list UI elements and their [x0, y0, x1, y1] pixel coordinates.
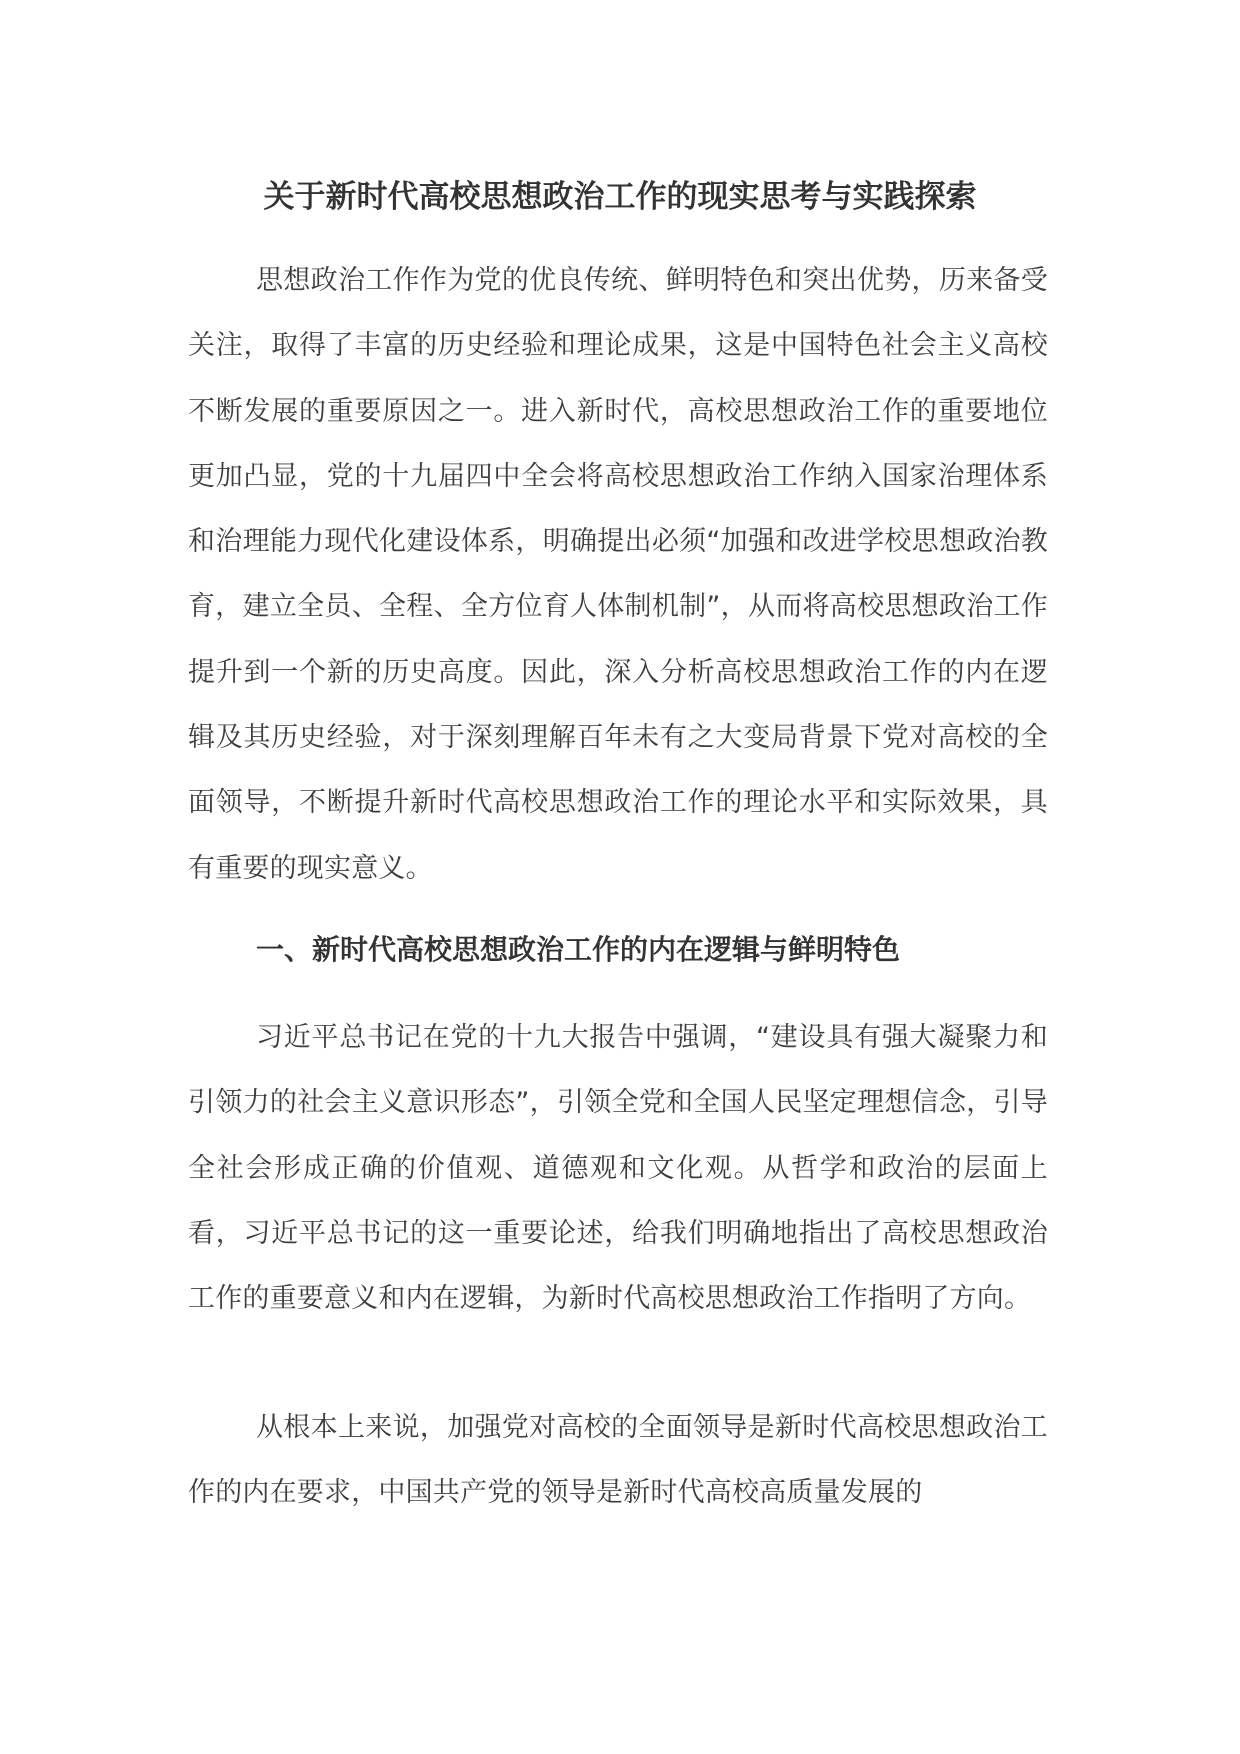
document-title: 关于新时代高校思想政治工作的现实思考与实践探索 [263, 179, 977, 215]
section-heading: 一、新时代高校思想政治工作的内在逻辑与鲜明特色 [256, 933, 901, 966]
body-paragraph-3: 从根本上来说，加强党对高校的全面领导是新时代高校思想政治工作的内在要求，中国共产党的领导是新时代高校高质量发展的 [188, 1412, 1048, 1509]
body-paragraph-2: 习近平总书记在党的十九大报告中强调，“建设具有强大凝聚力和引领力的社会主义意识形态”，引领全党和全国人民坚定理想信念，引导全社会形成正确的价值观、道德观和文化观。从哲学和政治的层面上看，习近平总书记的这一重要论述，给我们明确地指出了高校思想政治工作的重要意义和内在逻辑，为新时代高校思想政治工作指明了方向。 [188, 1022, 1048, 1315]
body-paragraph-1: 思想政治工作作为党的优良传统、鲜明特色和突出优势，历来备受关注，取得了丰富的历史经验和理论成果，这是中国特色社会主义高校不断发展的重要原因之一。进入新时代，高校思想政治工作的重要地位更加凸显，党的十九届四中全会将高校思想政治工作纳入国家治理体系和治理能力现代化建设体系，明确提出必须“加强和改进学校思想政治教育，建立全员、全程、全方位育人体制机制”，从而将高校思想政治工作提升到一个新的历史高度。因此，深入分析高校思想政治工作的内在逻辑及其历史经验，对于深刻理解百年未有之大变局背景下党对高校的全面领导，不断提升新时代高校思想政治工作的理论水平和实际效果，具有重要的现实意义。 [188, 265, 1048, 884]
